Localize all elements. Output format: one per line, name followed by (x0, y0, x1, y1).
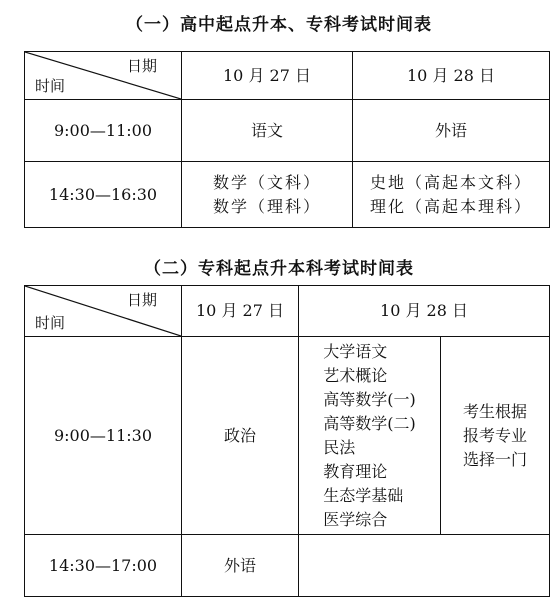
subject-line: 高等数学(一) (323, 389, 416, 409)
empty-cell (299, 535, 550, 597)
date-header-label: 日期 (126, 57, 157, 75)
date-header: 10 月 27 日 (182, 52, 353, 100)
time-cell: 14:30—16:30 (25, 162, 182, 228)
subject-cell (182, 162, 353, 228)
subject-line: 教育理论 (323, 461, 388, 481)
subject-line: 理化（高起本理科） (369, 196, 532, 216)
subject-cell (353, 162, 550, 228)
time-cell: 9:00—11:30 (25, 337, 182, 535)
subject-cell: 语文 (182, 100, 353, 162)
table1-title: （一）高中起点升本、专科考试时间表 (126, 15, 432, 35)
subject-line: 高等数学(二) (323, 413, 416, 433)
date-header: 10 月 27 日 (182, 286, 299, 337)
date-header: 10 月 28 日 (299, 286, 550, 337)
schedule-table-1 (24, 51, 550, 228)
time-cell: 9:00—11:00 (25, 100, 182, 162)
note-line: 考生根据 (463, 401, 528, 421)
corner-cell (25, 286, 182, 337)
subject-line: 大学语文 (323, 341, 388, 361)
table2-title: （二）专科起点升本科考试时间表 (144, 259, 414, 279)
date-header-label: 日期 (126, 291, 157, 309)
subject-line: 医学综合 (323, 509, 388, 529)
note-line: 选择一门 (463, 449, 528, 469)
subject-line: 生态学基础 (323, 485, 404, 505)
subject-line: 艺术概论 (323, 365, 388, 385)
subject-line: 民法 (323, 437, 356, 457)
time-cell: 14:30—17:00 (25, 535, 182, 597)
subject-list-cell (299, 337, 441, 535)
date-header: 10 月 28 日 (353, 52, 550, 100)
note-line: 报考专业 (463, 425, 528, 445)
schedule-table-2 (24, 285, 550, 597)
subject-cell: 政治 (182, 337, 299, 535)
time-header-label: 时间 (35, 314, 66, 332)
subject-line: 数学（理科） (212, 196, 321, 216)
subject-line: 数学（文科） (212, 172, 321, 192)
corner-cell (25, 52, 182, 100)
subject-cell: 外语 (353, 100, 550, 162)
subject-cell: 外语 (182, 535, 299, 597)
time-header-label: 时间 (35, 77, 66, 95)
note-cell (441, 337, 550, 535)
subject-line: 史地（高起本文科） (369, 172, 532, 192)
